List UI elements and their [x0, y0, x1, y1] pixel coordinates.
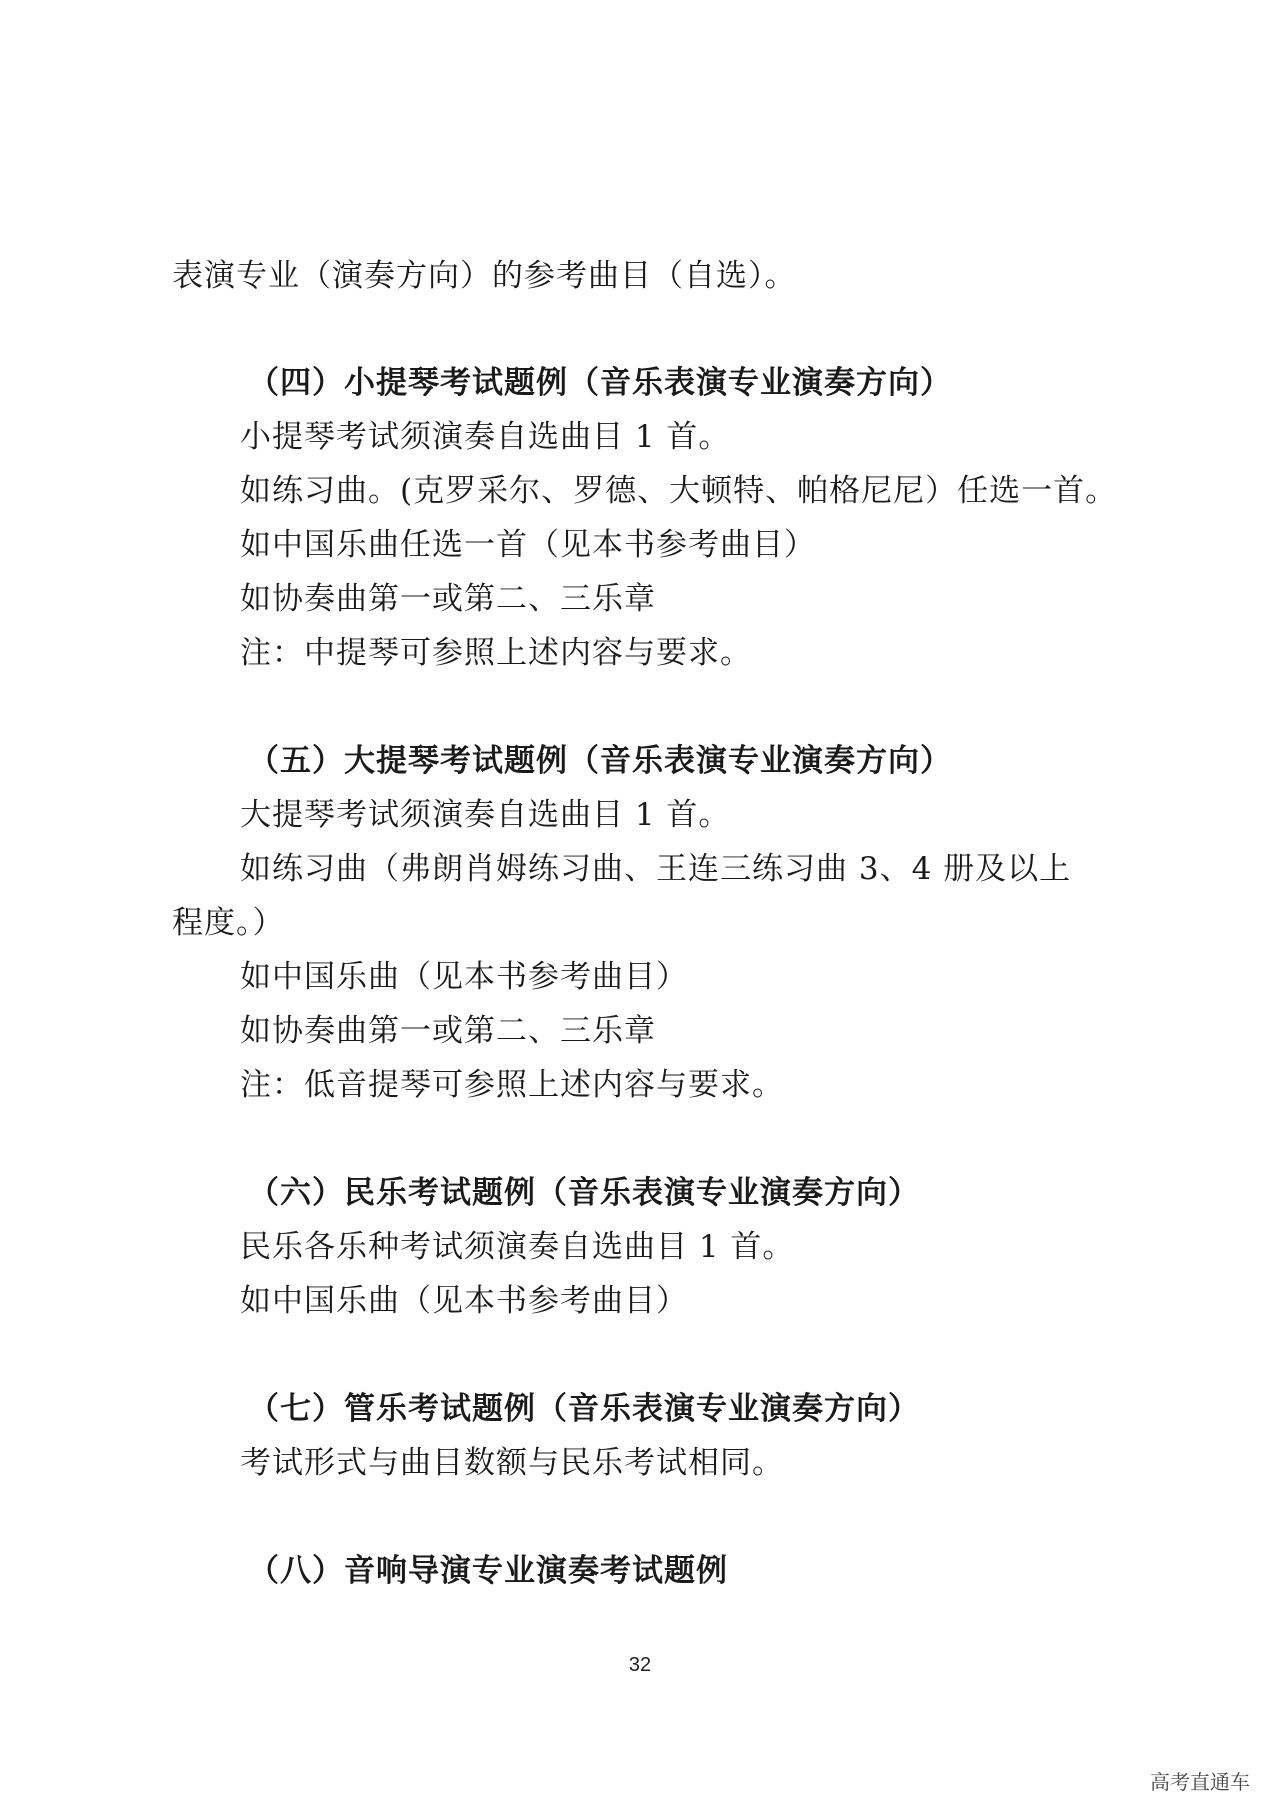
paragraph-line: 如中国乐曲任选一首（见本书参考曲目）	[240, 527, 816, 563]
paragraph-line: 程度。）	[172, 905, 285, 941]
section-heading-folk: （六）民乐考试题例（音乐表演专业演奏方向）	[248, 1175, 920, 1211]
intro-line: 表演专业（演奏方向）的参考曲目（自选）。	[172, 258, 797, 294]
paragraph-line: 大提琴考试须演奏自选曲目 1 首。	[240, 797, 731, 833]
paragraph-line: 如中国乐曲（见本书参考曲目）	[240, 1283, 688, 1319]
watermark: 高考直通车	[1150, 1770, 1250, 1794]
paragraph-line: 如中国乐曲（见本书参考曲目）	[240, 959, 688, 995]
note-line: 注：中提琴可参照上述内容与要求。	[240, 635, 752, 671]
section-heading-sound-directing: （八）音响导演专业演奏考试题例	[248, 1553, 728, 1589]
paragraph-line: 如练习曲（弗朗肖姆练习曲、王连三练习曲 3、4 册及以上	[240, 851, 1072, 887]
paragraph-line: 如协奏曲第一或第二、三乐章	[240, 1013, 656, 1049]
paragraph-line: 如协奏曲第一或第二、三乐章	[240, 581, 656, 617]
paragraph-line: 如练习曲。(克罗采尔、罗德、大顿特、帕格尼尼）任选一首。	[240, 473, 1118, 509]
section-heading-cello: （五）大提琴考试题例（音乐表演专业演奏方向）	[248, 743, 952, 779]
paragraph-line: 小提琴考试须演奏自选曲目 1 首。	[240, 419, 731, 455]
section-heading-wind: （七）管乐考试题例（音乐表演专业演奏方向）	[248, 1391, 920, 1427]
section-heading-violin: （四）小提琴考试题例（音乐表演专业演奏方向）	[248, 365, 952, 401]
note-line: 注：低音提琴可参照上述内容与要求。	[240, 1067, 784, 1103]
page-number: 32	[628, 1654, 652, 1676]
paragraph-line: 考试形式与曲目数额与民乐考试相同。	[240, 1445, 784, 1481]
paragraph-line: 民乐各乐种考试须演奏自选曲目 1 首。	[240, 1229, 795, 1265]
